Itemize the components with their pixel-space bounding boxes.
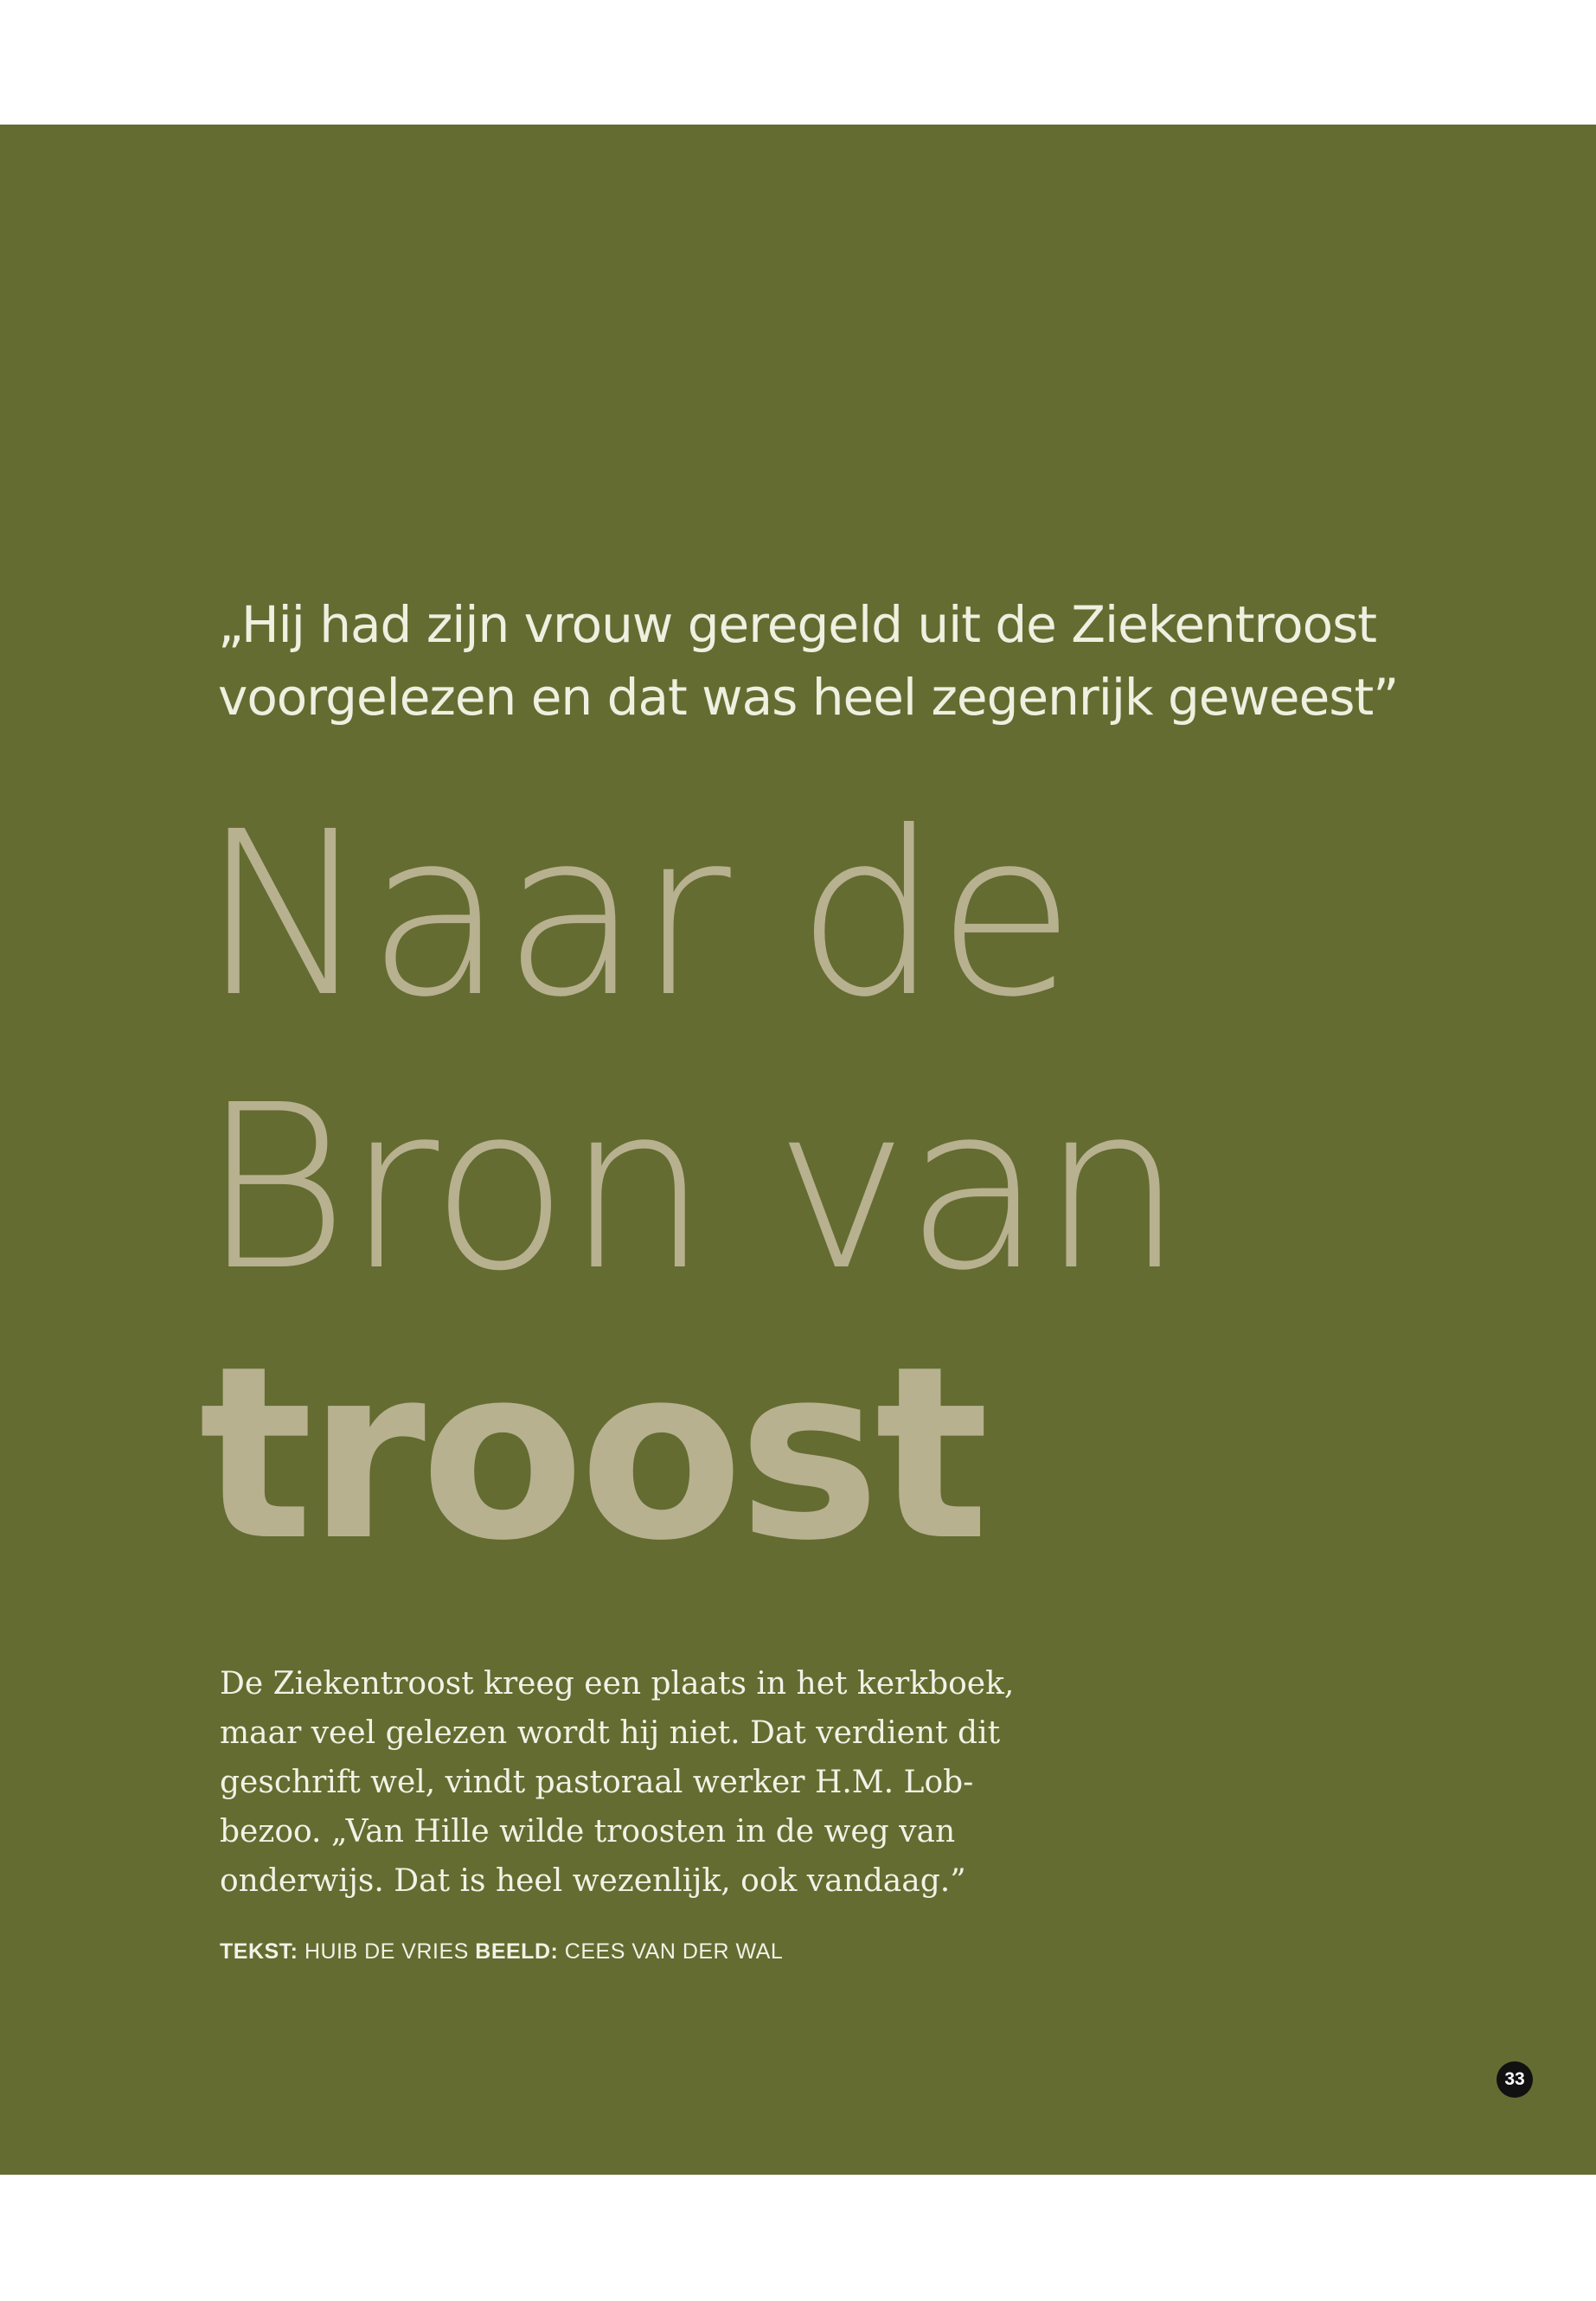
page-number-badge: 33 bbox=[1497, 2061, 1533, 2098]
title-line: Bron van bbox=[201, 1056, 1181, 1320]
byline-photographer: CEES VAN DER WAL bbox=[564, 1939, 784, 1964]
byline-image-label: BEELD: bbox=[475, 1939, 559, 1964]
byline bbox=[220, 1938, 783, 1965]
pull-quote bbox=[218, 588, 1429, 734]
intro-line: geschrift wel, vindt pastoraal werker H.M. Lob- bbox=[220, 1765, 974, 1800]
pull-quote-line: „Hij had zijn vrouw geregeld uit de Ziekentroost bbox=[218, 595, 1377, 654]
pull-quote-line: voorgelezen en dat was heel zegenrijk geweest” bbox=[218, 668, 1399, 727]
intro-line: De Ziekentroost kreeg een plaats in het kerkboek, bbox=[220, 1666, 1015, 1702]
article-title bbox=[199, 779, 1181, 1593]
intro-paragraph bbox=[220, 1659, 1015, 1906]
title-line: Naar de bbox=[201, 783, 1073, 1047]
title-line-bold: troost bbox=[199, 1316, 984, 1593]
intro-line: onderwijs. Dat is heel wezenlijk, ook vandaag.” bbox=[220, 1863, 966, 1899]
intro-line: bezoo. „Van Hille wilde troosten in de weg van bbox=[220, 1814, 956, 1849]
intro-line: maar veel gelezen wordt hij niet. Dat verdient dit bbox=[220, 1715, 1001, 1751]
byline-author: HUIB DE VRIES bbox=[304, 1939, 469, 1964]
byline-text-label: TEKST: bbox=[220, 1939, 298, 1964]
